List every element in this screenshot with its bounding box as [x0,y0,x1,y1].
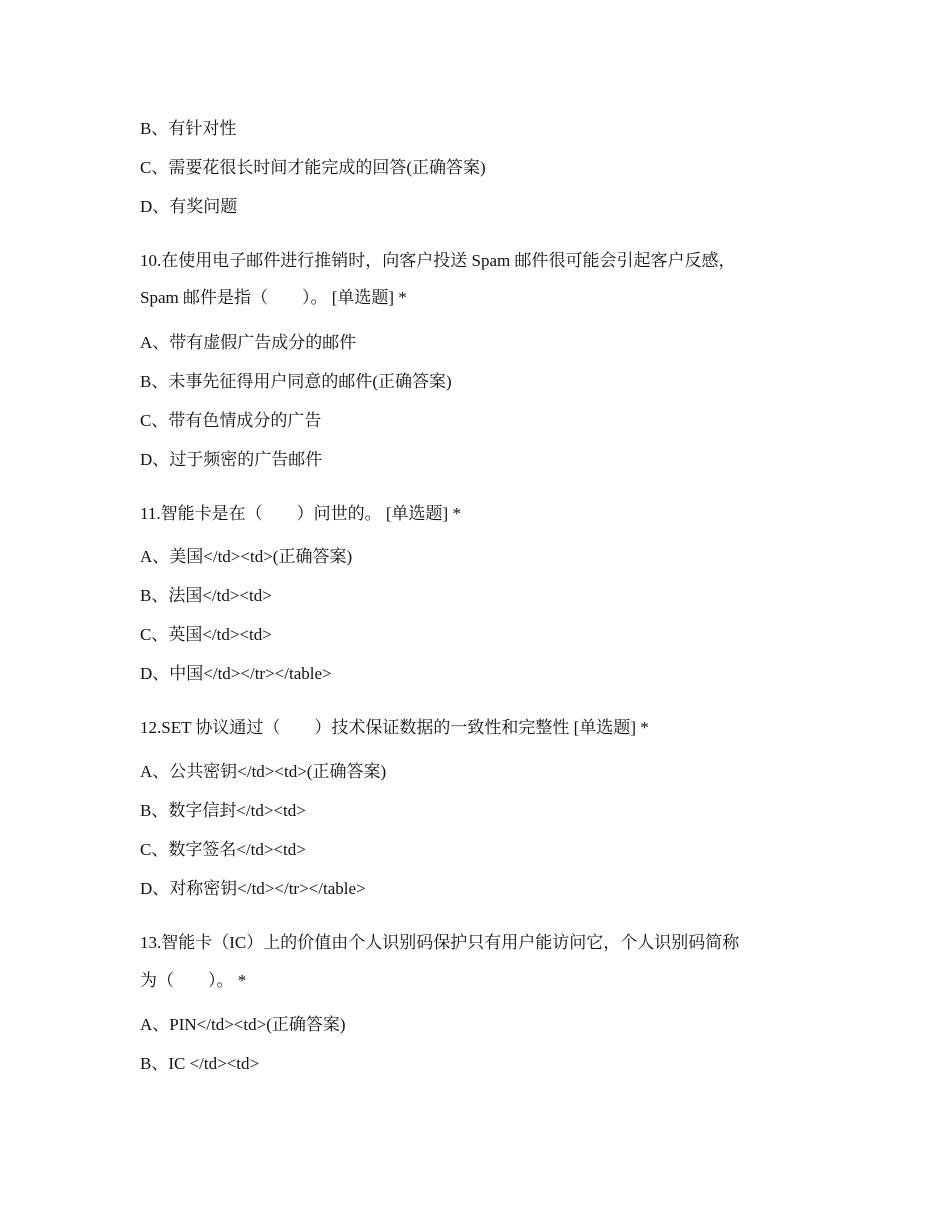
option-12a: A、公共密钥</td><td>(正确答案) [140,762,387,781]
option-11c: C、英国</td><td> [140,625,272,644]
option-9d: D、有奖问题 [140,197,238,216]
option-12c: C、数字签名</td><td> [140,840,306,859]
option-11d: D、中国</td></tr></table> [140,664,332,683]
option-9c: C、需要花很长时间才能完成的回答(正确答案) [140,158,486,177]
option-13a: A、PIN</td><td>(正确答案) [140,1015,346,1034]
option-10b: B、未事先征得用户同意的邮件(正确答案) [140,372,452,391]
option-11b: B、法国</td><td> [140,586,272,605]
option-12b: B、数字信封</td><td> [140,801,306,820]
option-13b: B、IC </td><td> [140,1054,260,1073]
option-11a: A、美国</td><td>(正确答案) [140,547,353,566]
question-13-line-2: 为（ ）。 * [140,971,247,990]
option-10a: A、带有虚假广告成分的邮件 [140,333,357,352]
question-10-line-2: Spam 邮件是指（ ）。 [单选题] * [140,288,407,307]
question-11: 11.智能卡是在（ ）问世的。 [单选题] * [140,504,461,523]
option-9b: B、有针对性 [140,119,237,138]
option-10c: C、带有色情成分的广告 [140,411,322,430]
question-13-line-1: 13.智能卡（IC）上的价值由个人识别码保护只有用户能访问它，个人识别码简称 [140,933,740,952]
option-12d: D、对称密钥</td></tr></table> [140,879,366,898]
option-10d: D、过于频密的广告邮件 [140,450,323,469]
question-12: 12.SET 协议通过（ ）技术保证数据的一致性和完整性 [单选题] * [140,718,649,737]
question-10-line-1: 10.在使用电子邮件进行推销时，向客户投送 Spam 邮件很可能会引起客户反感， [140,251,736,270]
